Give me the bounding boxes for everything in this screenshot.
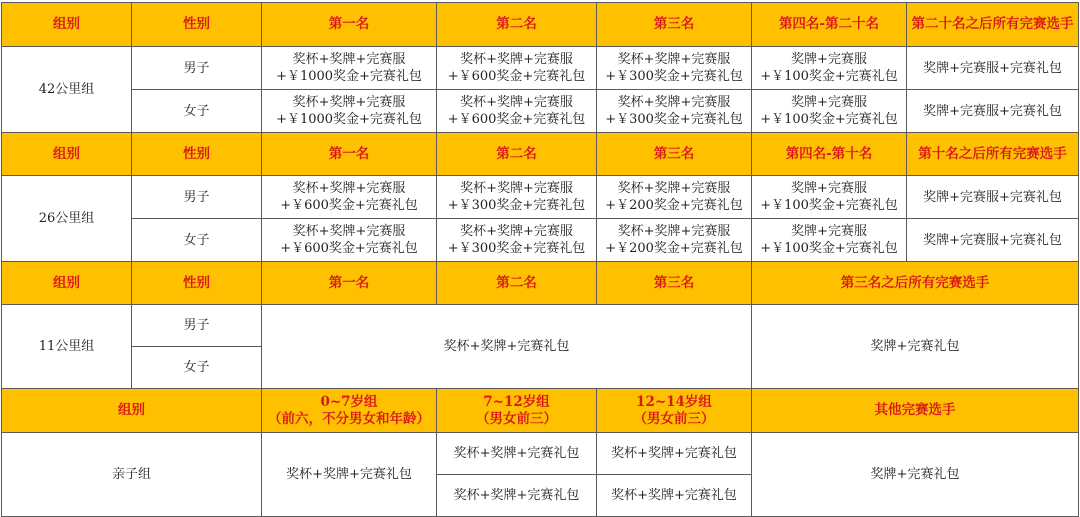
header-row-42km (2, 3, 1079, 47)
gender-male: 男子 (132, 176, 262, 219)
prize-first: 奖杯+奖牌+完赛服 +￥600奖金+完赛礼包 (262, 176, 437, 219)
header-after-twentieth: 第二十名之后所有完赛选手 (907, 3, 1079, 47)
header-gender: 性别 (132, 133, 262, 176)
header-row-family (2, 389, 1079, 433)
row-26km-female (2, 219, 1079, 262)
header-gender: 性别 (132, 3, 262, 47)
header-group: 组别 (2, 262, 132, 305)
gender-male: 男子 (132, 47, 262, 90)
header-second: 第二名 (437, 133, 597, 176)
header-row-26km (2, 133, 1079, 176)
gender-female: 女子 (132, 90, 262, 133)
row-26km-male (2, 176, 1079, 219)
prize-age-7-12: 奖杯+奖牌+完赛礼包 (437, 433, 597, 475)
header-fourth-to-tenth: 第四名-第十名 (752, 133, 907, 176)
prize-rest: 奖牌+完赛服+完赛礼包 (907, 47, 1079, 90)
header-age-0-7: 0~7岁组 （前六，不分男女和年龄） (262, 389, 437, 433)
header-third: 第三名 (597, 3, 752, 47)
header-first: 第一名 (262, 133, 437, 176)
prize-fourth: 奖牌+完赛服 +￥100奖金+完赛礼包 (752, 219, 907, 262)
prize-fourth: 奖牌+完赛服 +￥100奖金+完赛礼包 (752, 90, 907, 133)
gender-male: 男子 (132, 305, 262, 347)
prize-rest: 奖牌+完赛礼包 (752, 305, 1079, 389)
prize-second: 奖杯+奖牌+完赛服 +￥300奖金+完赛礼包 (437, 176, 597, 219)
prize-second: 奖杯+奖牌+完赛服 +￥600奖金+完赛礼包 (437, 90, 597, 133)
prize-fourth: 奖牌+完赛服 +￥100奖金+完赛礼包 (752, 176, 907, 219)
prize-top-three: 奖杯+奖牌+完赛礼包 (262, 305, 752, 389)
header-other-finishers: 其他完赛选手 (752, 389, 1079, 433)
group-11km: 11公里组 (2, 305, 132, 389)
group-42km: 42公里组 (2, 47, 132, 133)
header-second: 第二名 (437, 262, 597, 305)
prize-rest: 奖牌+完赛服+完赛礼包 (907, 219, 1079, 262)
header-gender: 性别 (132, 262, 262, 305)
header-third: 第三名 (597, 262, 752, 305)
gender-female: 女子 (132, 347, 262, 389)
prize-first: 奖杯+奖牌+完赛服 +￥600奖金+完赛礼包 (262, 219, 437, 262)
prize-age-12-14: 奖杯+奖牌+完赛礼包 (597, 433, 752, 475)
prize-third: 奖杯+奖牌+完赛服 +￥200奖金+完赛礼包 (597, 219, 752, 262)
awards-table (1, 2, 1079, 517)
row-family-1 (2, 433, 1079, 475)
prize-rest: 奖牌+完赛服+完赛礼包 (907, 176, 1079, 219)
header-third: 第三名 (597, 133, 752, 176)
header-row-11km (2, 262, 1079, 305)
group-26km: 26公里组 (2, 176, 132, 262)
header-group: 组别 (2, 389, 262, 433)
header-second: 第二名 (437, 3, 597, 47)
row-11km-male (2, 305, 1079, 347)
prize-second: 奖杯+奖牌+完赛服 +￥600奖金+完赛礼包 (437, 47, 597, 90)
prize-third: 奖杯+奖牌+完赛服 +￥300奖金+完赛礼包 (597, 47, 752, 90)
prize-third: 奖杯+奖牌+完赛服 +￥200奖金+完赛礼包 (597, 176, 752, 219)
header-age-12-14: 12~14岁组 （男女前三） (597, 389, 752, 433)
header-after-third: 第三名之后所有完赛选手 (752, 262, 1079, 305)
header-fourth-to-twentieth: 第四名-第二十名 (752, 3, 907, 47)
prize-other-finishers: 奖牌+完赛礼包 (752, 433, 1079, 517)
header-first: 第一名 (262, 3, 437, 47)
header-group: 组别 (2, 133, 132, 176)
prize-first: 奖杯+奖牌+完赛服 +￥1000奖金+完赛礼包 (262, 90, 437, 133)
gender-female: 女子 (132, 219, 262, 262)
row-42km-male (2, 47, 1079, 90)
header-age-7-12: 7~12岁组 （男女前三） (437, 389, 597, 433)
row-42km-female (2, 90, 1079, 133)
header-first: 第一名 (262, 262, 437, 305)
prize-first: 奖杯+奖牌+完赛服 +￥1000奖金+完赛礼包 (262, 47, 437, 90)
prize-rest: 奖牌+完赛服+完赛礼包 (907, 90, 1079, 133)
prize-age-12-14: 奖杯+奖牌+完赛礼包 (597, 475, 752, 517)
prize-third: 奖杯+奖牌+完赛服 +￥300奖金+完赛礼包 (597, 90, 752, 133)
header-after-tenth: 第十名之后所有完赛选手 (907, 133, 1079, 176)
header-group: 组别 (2, 3, 132, 47)
group-family: 亲子组 (2, 433, 262, 517)
prize-age-7-12: 奖杯+奖牌+完赛礼包 (437, 475, 597, 517)
prize-age-0-7: 奖杯+奖牌+完赛礼包 (262, 433, 437, 517)
prize-second: 奖杯+奖牌+完赛服 +￥300奖金+完赛礼包 (437, 219, 597, 262)
prize-fourth: 奖牌+完赛服 +￥100奖金+完赛礼包 (752, 47, 907, 90)
